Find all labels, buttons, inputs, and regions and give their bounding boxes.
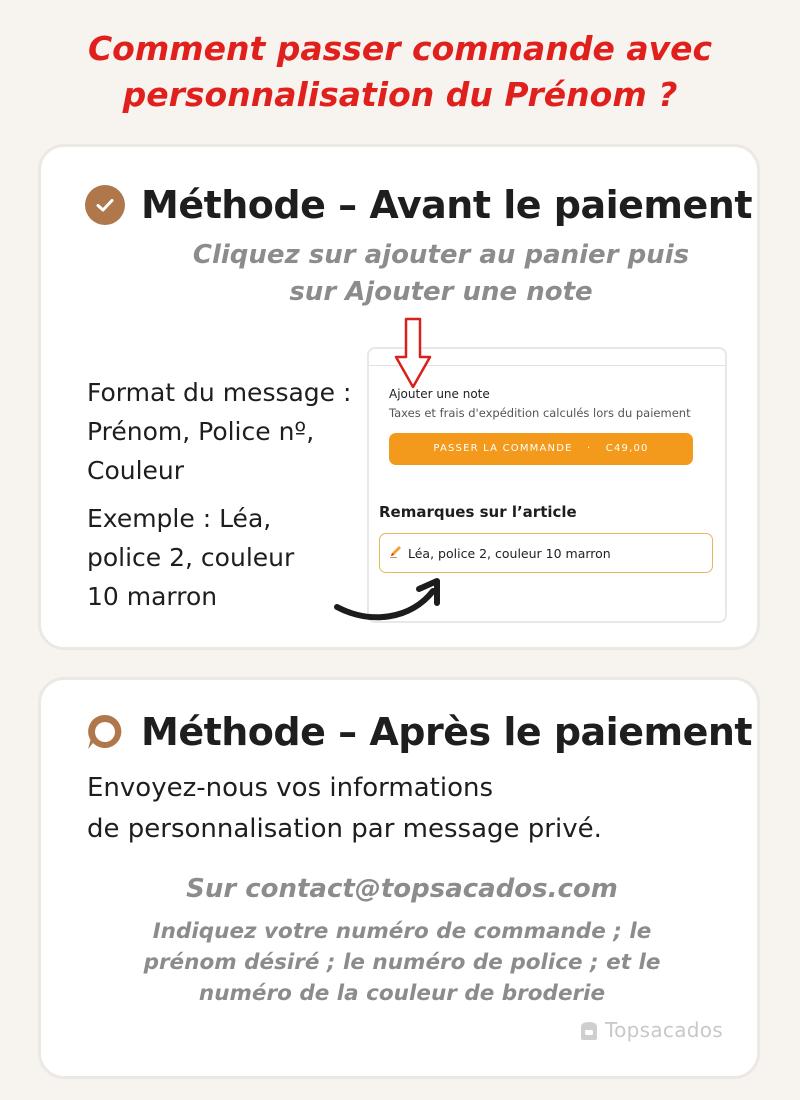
after-text-line-1: Envoyez-nous vos informations <box>87 773 493 803</box>
place-order-label: PASSER LA COMMANDE <box>433 443 573 454</box>
after-text-line-2: de personnalisation par message privé. <box>87 814 602 844</box>
instruction-text <box>41 237 763 311</box>
format-line-1: Format du message : <box>87 378 352 407</box>
method-title-before: Méthode – Avant le paiement <box>141 183 753 227</box>
example-line-1: Exemple : Léa, <box>87 504 272 533</box>
format-line-3: Couleur <box>87 456 185 485</box>
place-order-separator: · <box>587 443 592 454</box>
page-title-line-1: Comment passer commande avec <box>87 29 713 68</box>
order-details-instruction <box>41 916 763 1009</box>
add-note-link[interactable]: Ajouter une note <box>389 387 490 401</box>
instruction-line-2: sur Ajouter une note <box>289 277 593 307</box>
brand-watermark-text: Topsacados <box>605 1018 724 1042</box>
message-example <box>87 499 294 616</box>
card-before-payment <box>38 144 760 650</box>
format-line-2: Prénom, Police nº, <box>87 417 315 446</box>
method-heading-before <box>85 183 752 227</box>
card-after-payment <box>38 677 760 1079</box>
details-line-3: numéro de la couleur de broderie <box>198 981 606 1006</box>
example-line-2: police 2, couleur <box>87 543 295 572</box>
message-format <box>87 373 351 490</box>
method-heading-after <box>85 710 752 754</box>
remarks-value: Léa, police 2, couleur 10 marron <box>408 545 611 561</box>
curved-arrow-icon <box>331 567 451 637</box>
place-order-button[interactable] <box>389 433 693 465</box>
after-payment-text <box>87 768 602 850</box>
red-down-arrow-icon <box>393 317 433 389</box>
example-line-3: 10 marron <box>87 582 218 611</box>
pencil-icon <box>388 543 404 563</box>
page-title <box>0 26 800 118</box>
contact-email[interactable]: Sur contact@topsacados.com <box>186 874 618 904</box>
bag-logo-icon <box>577 1018 601 1042</box>
method-title-after: Méthode – Après le paiement <box>141 710 753 754</box>
page-title-line-2: personnalisation du Prénom ? <box>122 75 678 114</box>
check-circle-icon <box>85 185 125 225</box>
instruction-line-1: Cliquez sur ajouter au panier puis <box>192 240 690 270</box>
remarks-label: Remarques sur l’article <box>379 503 577 521</box>
speech-bubble-icon <box>85 712 125 752</box>
details-line-1: Indiquez votre numéro de commande ; le <box>152 919 652 944</box>
details-line-2: prénom désiré ; le numéro de police ; et le <box>143 950 661 975</box>
taxes-note: Taxes et frais d'expédition calculés lors du paiement <box>389 406 691 420</box>
place-order-total: C49,00 <box>605 443 649 454</box>
brand-watermark <box>577 1018 723 1042</box>
